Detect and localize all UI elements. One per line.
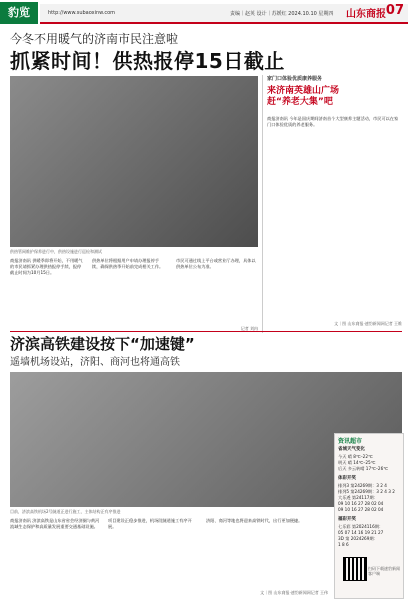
welfare-3: 3D 第 2024269期： [338,536,378,541]
story2-column-2: 项目建设正稳步推进，机场段隧道施工有序开展。 [108,518,192,529]
column-divider [262,75,263,333]
newspaper-brand: 山东商报 [346,9,386,20]
story1-column-2: 供热单位将根据用户申请办理报停手续，确保供热季开始前完成相关工作。 [92,258,164,269]
lottery-3: 大乐透 第24117期： [338,495,378,500]
page-number: 07 [385,3,404,18]
welfare-title: 福彩开奖 [338,517,356,522]
weather-1: 今天 晴 8℃–22℃ [338,454,373,459]
story2-author: 文｜图 山东商报·速豹新闻网记者 王伟 [260,590,328,595]
story1-kicker: 今冬不用暖气的济南市民注意啦 [10,32,179,46]
sidebar-author: 文｜图 山东商报·速豹新闻网记者 王维 [334,321,402,326]
story1-author: 记者 刘冉 [240,326,258,331]
lottery-1: 排列3 第24269期：3 2 4 [338,483,387,488]
sidebar-title: 来济南英雄山广场 赶“养老大集”吧 [267,86,340,107]
sidebar-label: 家门口体验优质康养服务 [267,76,323,82]
story1-column-1: 商报济南讯 供暖季即将开始，不用暖气的市民请抓紧办理供热报停手续，报停截止时间为10月15日。 [10,258,83,275]
info-title: 资讯超市 [338,438,363,445]
section-label: 豹览 [0,2,38,24]
lottery-5: 09 10 16 27 28 02 04 [338,507,384,512]
story2-subtitle: 遥墙机场设站，济阳、商河也将通高铁 [10,357,180,368]
site-url: http://www.subaoxinw.com [48,10,116,16]
weather-2: 明天 晴 14℃–25℃ [338,460,376,465]
lottery-title: 体彩开奖 [338,476,356,481]
issue-info: 责编｜赵英 设计｜苏媛红 2024.10.10 星期四 [230,11,334,17]
sidebar-body: 商报济南讯 今年是国庆期间济南首个大型康养主题活动，市民可以在家门口体验优质的养老服务。 [267,116,399,127]
story1-column-3: 市民可通过线上平台或营业厅办理，具体以供热单位公布为准。 [176,258,256,269]
story2-headline: 济滨高铁建设按下“加速键” [10,335,195,353]
welfare-1: 七乐彩 第2024116期： [338,524,384,529]
qr-caption: 扫码下载速豹新闻客户端 [368,566,400,576]
story1-photo-caption: 供热管网维护保养进行中，供热设施进行巡检和测试 [10,249,102,254]
story1-headline: 抓紧时间！供热报停15日截止 [10,49,285,73]
weather-3: 后天 多云转晴 17℃–26℃ [338,466,388,471]
welfare-2: 05 07 14 16 19 21 27 [338,530,384,535]
lottery-2: 排列5 第24269期：3 2 4 3 2 [338,489,395,494]
weather-title: 省城天气变化 [338,447,365,452]
story2-column-1: 商报济南讯 济滨高铁是山东省省会经济圈与黄河流域生态保护和高质量发展重要交通基础设施。 [10,518,100,529]
heating-photo [10,76,258,247]
lottery-4: 09 10 16 27 28 02 04 [338,501,384,506]
story2-column-3: 济阳、商河等地也将迎来高铁时代，出行更加便捷。 [206,518,303,523]
story2-photo-caption: 目前，济滨高铁机场2号隧道正进行施工，主体结构正有序推进 [10,509,121,514]
welfare-4: 1 8 6 [338,542,349,547]
qr-code[interactable] [343,557,367,581]
section-divider [10,331,402,332]
